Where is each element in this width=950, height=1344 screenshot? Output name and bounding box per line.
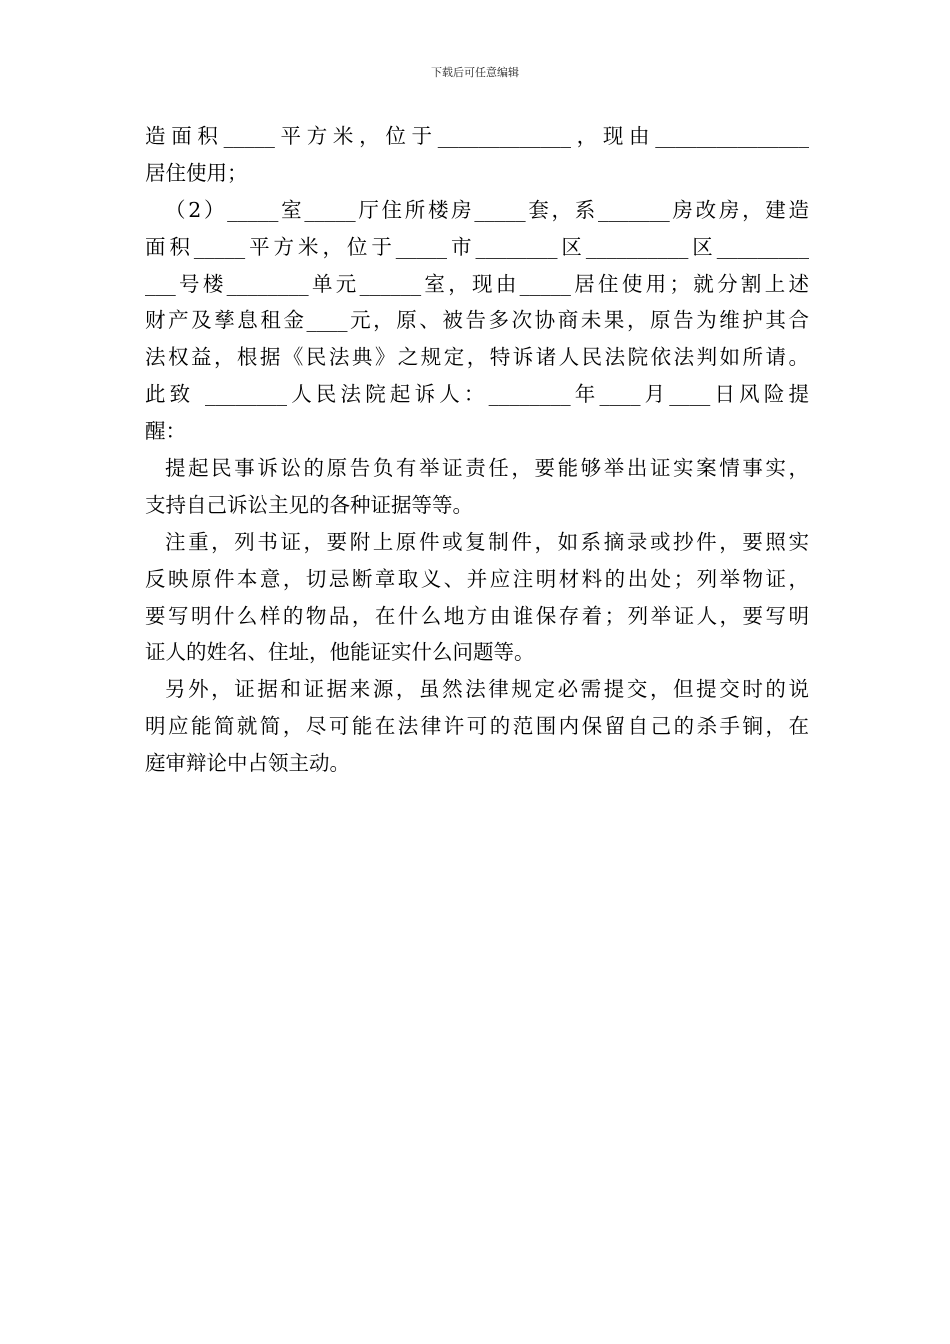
text-line: 证人的姓名、住址，他能证实什么问题等。 [145,640,535,665]
text-line: 居住使用； [145,160,248,185]
document-body [145,118,809,782]
text-line: （2）_____室_____厅住所楼房_____套，系_______房改房，建造 [165,197,809,222]
text-line: 法权益，根据《民法典》之规定，特诉诸人民法院依法判如所请。 [145,345,809,370]
text-line: 造面积_____平方米，位于_____________，现由_______________ [145,124,809,148]
text-line: 支持自己诉讼主见的各种证据等等。 [145,492,473,517]
text-line: 明应能简就简，尽可能在法律许可的范围内保留自己的杀手锏，在 [145,714,809,739]
text-line: 财产及孳息租金____元，原、被告多次协商未果，原告为维护其合 [145,308,809,333]
page-header-note: 下载后可任意编辑 [431,66,519,79]
text-line: 庭审辩论中占领主动。 [145,751,350,776]
text-line: 此致 ________人民法院起诉人：________年____月____日风险提 [145,382,809,407]
text-line: 面积_____平方米，位于_____市________区__________区_________ [145,234,809,259]
text-line: 提起民事诉讼的原告负有举证责任，要能够举出证实案情事实， [165,456,809,481]
text-line: 另外，证据和证据来源，虽然法律规定必需提交，但提交时的说 [165,677,809,702]
text-line: 醒： [145,419,186,444]
text-line: ___号楼________单元______室，现由_____居住使用；就分割上述 [145,271,809,296]
text-line: 要写明什么样的物品，在什么地方由谁保存着；列举证人，要写明 [145,603,809,628]
text-line: 注重，列书证，要附上原件或复制件，如系摘录或抄件，要照实 [165,529,809,554]
text-line: 反映原件本意，切忌断章取义、并应注明材料的出处；列举物证， [145,566,809,591]
